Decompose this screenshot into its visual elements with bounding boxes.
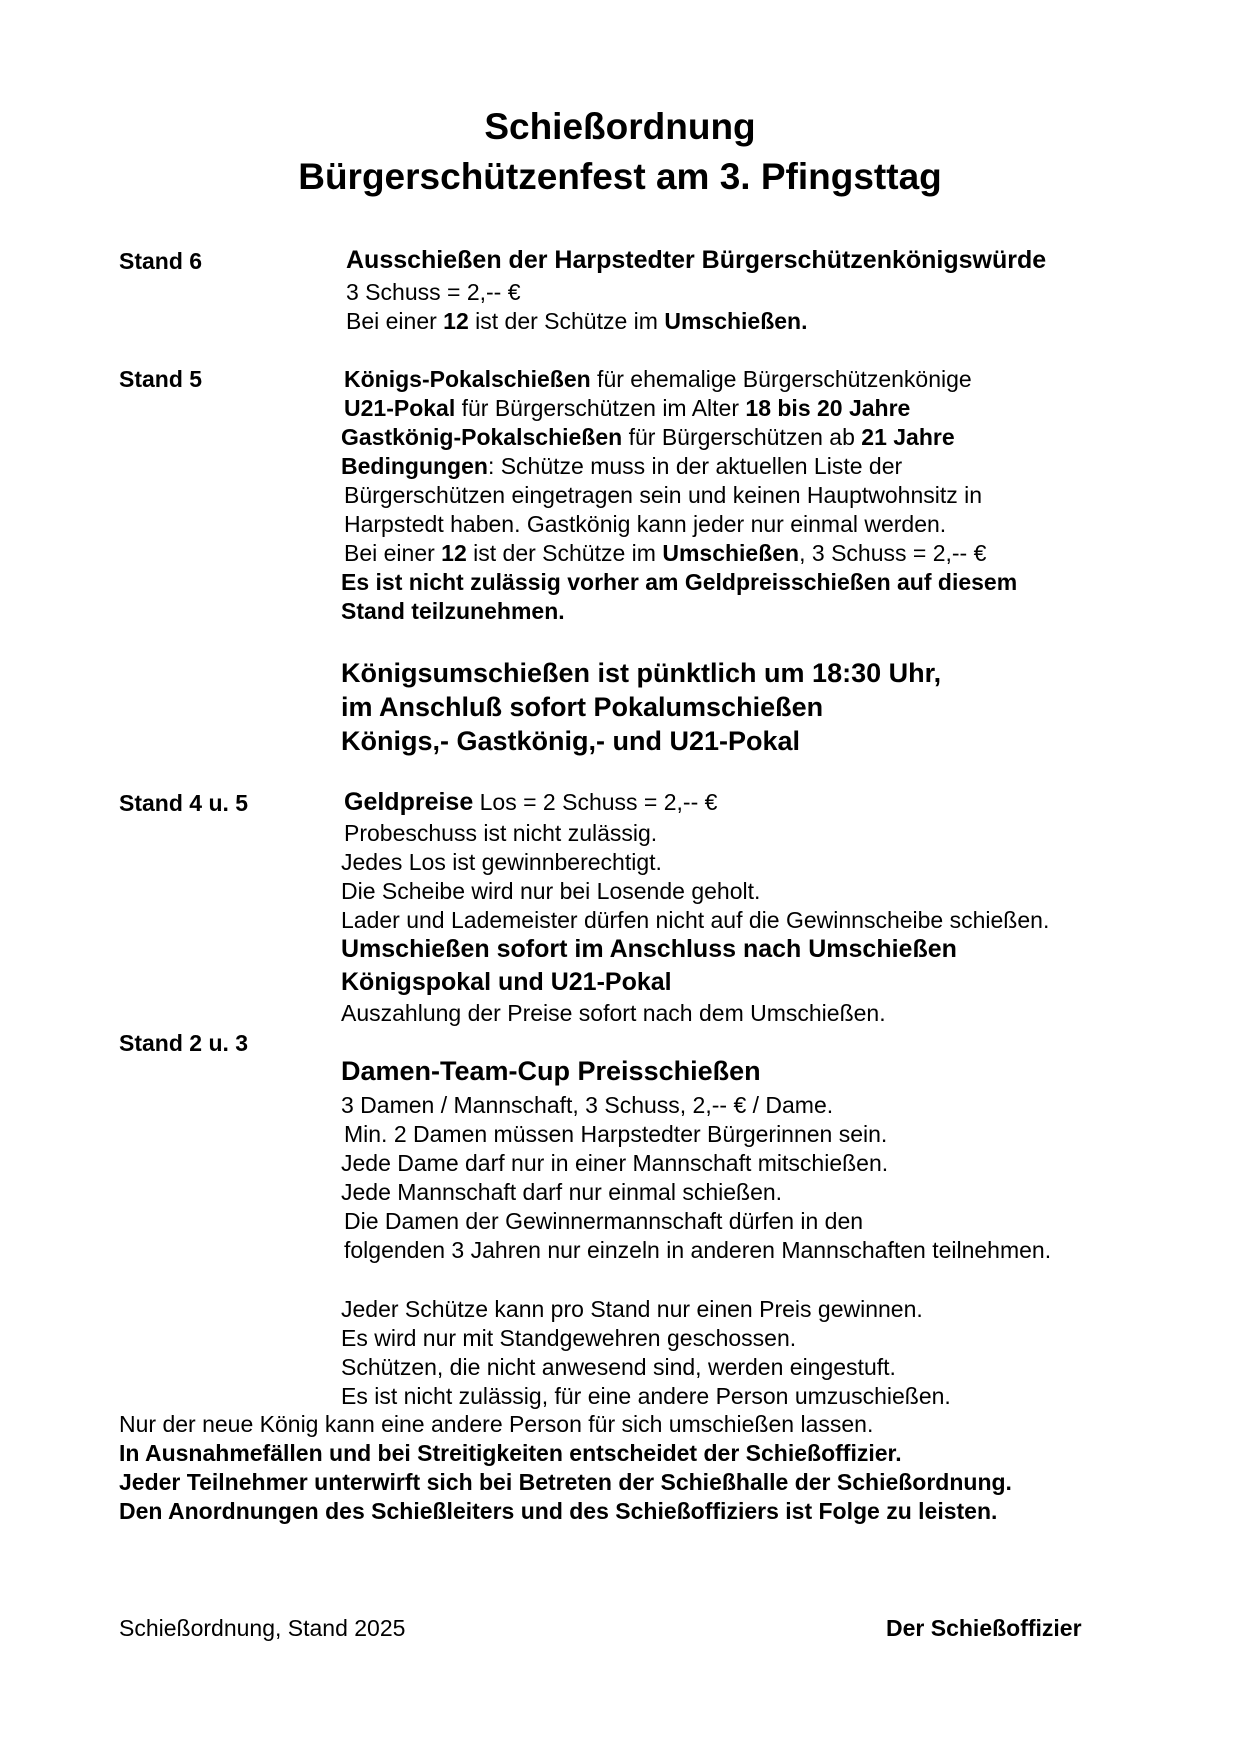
- stand6-heading: Ausschießen der Harpstedter Bürgerschützenkönigswürde: [346, 246, 1047, 274]
- stand5-line: Königs-Pokalschießen für ehemalige Bürgerschützenkönige: [344, 366, 972, 392]
- stand23-label: Stand 2 u. 3: [119, 1030, 249, 1056]
- umschiessen-notice: im Anschluß sofort Pokalumschießen: [341, 692, 824, 722]
- stand6-rule: Bei einer 12 ist der Schütze im Umschießen.: [346, 308, 808, 334]
- stand23-line: Die Damen der Gewinnermannschaft dürfen in den: [344, 1208, 864, 1234]
- stand6-label: Stand 6: [119, 248, 203, 274]
- stand5-line: Harpstedt haben. Gastkönig kann jeder nur einmal werden.: [344, 511, 947, 537]
- stand5-line: Es ist nicht zulässig vorher am Geldpreisschießen auf diesem: [341, 569, 1018, 595]
- umschiessen-notice: Königs,- Gastkönig,- und U21-Pokal: [341, 726, 801, 756]
- stand5-line: Bürgerschützen eingetragen sein und keinen Hauptwohnsitz in: [344, 482, 983, 508]
- general-rule: Es ist nicht zulässig, für eine andere Person umzuschießen.: [341, 1383, 951, 1409]
- stand23-line: Jede Dame darf nur in einer Mannschaft mitschießen.: [341, 1150, 889, 1176]
- stand23-line: 3 Damen / Mannschaft, 3 Schuss, 2,-- € / Dame.: [341, 1092, 834, 1118]
- stand45-line: Jedes Los ist gewinnberechtigt.: [341, 849, 662, 875]
- closing-rule: Nur der neue König kann eine andere Person für sich umschießen lassen.: [119, 1411, 874, 1437]
- stand5-line: U21-Pokal für Bürgerschützen im Alter 18 bis 20 Jahre: [344, 395, 911, 421]
- stand45-line: Königspokal und U21-Pokal: [341, 968, 672, 996]
- stand45-line: Auszahlung der Preise sofort nach dem Umschießen.: [341, 1000, 886, 1026]
- stand45-heading: Geldpreise Los = 2 Schuss = 2,-- €: [344, 788, 718, 816]
- stand23-line: Min. 2 Damen müssen Harpstedter Bürgerinnen sein.: [344, 1121, 888, 1147]
- general-rule: Jeder Schütze kann pro Stand nur einen Preis gewinnen.: [341, 1296, 923, 1322]
- footer-left: Schießordnung, Stand 2025: [119, 1615, 406, 1641]
- stand5-line: Bedingungen: Schütze muss in der aktuellen Liste der: [341, 453, 903, 479]
- stand6-price: 3 Schuss = 2,-- €: [346, 279, 521, 305]
- closing-rule: In Ausnahmefällen und bei Streitigkeiten entscheidet der Schießoffizier.: [119, 1440, 902, 1466]
- stand5-line: Bei einer 12 ist der Schütze im Umschießen, 3 Schuss = 2,-- €: [344, 540, 987, 566]
- closing-rule: Den Anordnungen des Schießleiters und des Schießoffiziers ist Folge zu leisten.: [119, 1498, 998, 1524]
- closing-rule: Jeder Teilnehmer unterwirft sich bei Betreten der Schießhalle der Schießordnung.: [119, 1469, 1012, 1495]
- umschiessen-notice: Königsumschießen ist pünktlich um 18:30 Uhr,: [341, 658, 942, 688]
- stand45-line: Umschießen sofort im Anschluss nach Umschießen: [341, 935, 957, 963]
- stand5-label: Stand 5: [119, 366, 203, 392]
- stand23-line: Jede Mannschaft darf nur einmal schießen.: [341, 1179, 783, 1205]
- stand45-label: Stand 4 u. 5: [119, 790, 249, 816]
- stand5-line: Stand teilzunehmen.: [341, 598, 565, 624]
- general-rule: Es wird nur mit Standgewehren geschossen.: [341, 1325, 797, 1351]
- stand23-line: folgenden 3 Jahren nur einzeln in anderen Mannschaften teilnehmen.: [344, 1237, 1052, 1263]
- stand45-line: Probeschuss ist nicht zulässig.: [344, 820, 658, 846]
- stand45-line: Die Scheibe wird nur bei Losende geholt.: [341, 878, 761, 904]
- general-rule: Schützen, die nicht anwesend sind, werden eingestuft.: [341, 1354, 896, 1380]
- stand23-heading: Damen-Team-Cup Preisschießen: [341, 1056, 761, 1086]
- page-subtitle: Bürgerschützenfest am 3. Pfingsttag: [298, 156, 942, 197]
- stand5-line: Gastkönig-Pokalschießen für Bürgerschützen ab 21 Jahre: [341, 424, 955, 450]
- stand45-line: Lader und Lademeister dürfen nicht auf die Gewinnscheibe schießen.: [341, 907, 1050, 933]
- page-title: Schießordnung: [484, 106, 756, 147]
- footer-right: Der Schießoffizier: [886, 1615, 1082, 1641]
